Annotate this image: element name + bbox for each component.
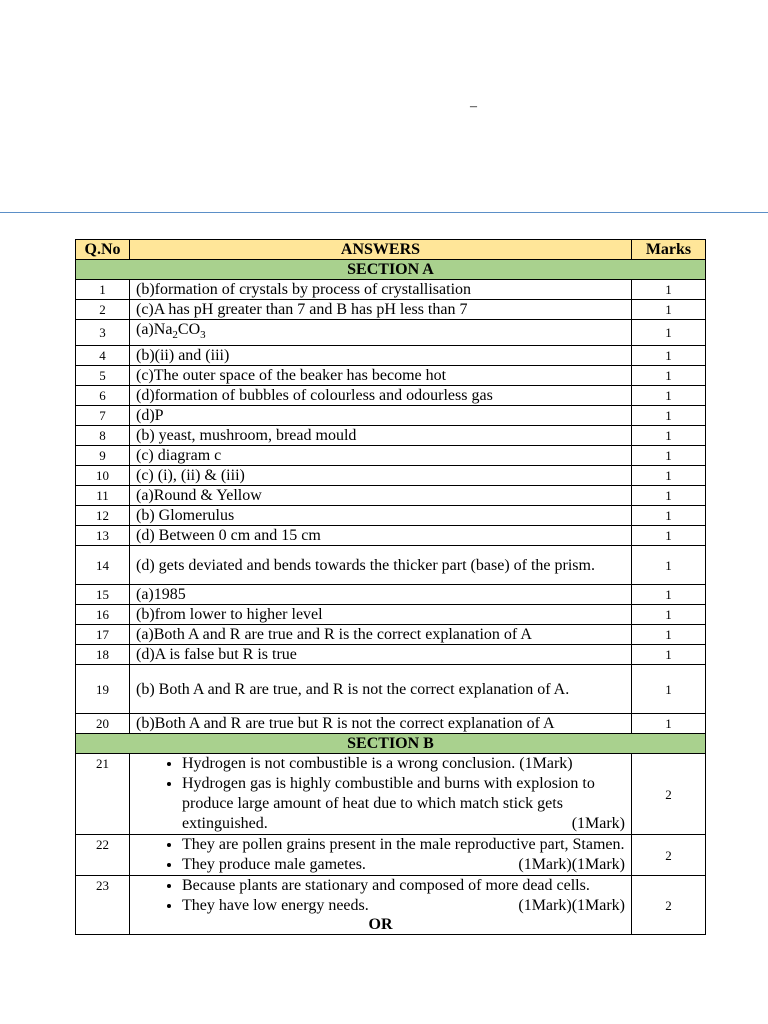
marks-value: 1 <box>632 546 706 585</box>
bullet-mark: (1Mark) <box>518 897 572 915</box>
answer-text <box>130 754 632 835</box>
answer-bullets <box>136 835 625 875</box>
marks-value: 1 <box>632 346 706 366</box>
answer-text: (d) Between 0 cm and 15 cm <box>130 526 632 546</box>
section-a-row <box>76 260 706 280</box>
marks-value: 1 <box>632 386 706 406</box>
marks-value: 1 <box>632 446 706 466</box>
answer-text: (c) diagram c <box>130 446 632 466</box>
answer-text: (a)Round & Yellow <box>130 486 632 506</box>
answer-text <box>130 835 632 876</box>
bullet-text: Hydrogen gas is highly combustible and burns with explosion to produce large amount of heat due to which match stick gets extinguished. <box>182 775 595 833</box>
table-header-row <box>76 240 706 260</box>
marks-value: 1 <box>632 526 706 546</box>
header-answers: ANSWERS <box>130 240 632 260</box>
header-dash: – <box>470 99 477 114</box>
table-row <box>76 754 706 835</box>
formula-part: CO <box>177 321 201 338</box>
answer-text <box>130 876 632 935</box>
question-number: 13 <box>76 526 130 546</box>
marks-value: 1 <box>632 426 706 446</box>
table-row <box>76 714 706 734</box>
marks-value: 1 <box>632 645 706 665</box>
marks-value: 1 <box>632 466 706 486</box>
section-b-row <box>76 734 706 754</box>
answer-text: (c)The outer space of the beaker has become hot <box>130 366 632 386</box>
table-row <box>76 280 706 300</box>
answer-text: (b) yeast, mushroom, bread mould <box>130 426 632 446</box>
header-divider <box>0 212 768 213</box>
table-row <box>76 386 706 406</box>
table-row <box>76 426 706 446</box>
table-row <box>76 346 706 366</box>
bullet-mark: (1Mark) <box>571 856 625 874</box>
marks-value: 1 <box>632 280 706 300</box>
section-a-title: SECTION A <box>76 260 706 280</box>
question-number: 5 <box>76 366 130 386</box>
formula-part: 3 <box>200 329 206 342</box>
or-separator: OR <box>368 916 393 934</box>
answer-text: (b) Both A and R are true, and R is not the correct explanation of A. <box>130 665 632 714</box>
marks-value: 2 <box>632 835 706 876</box>
list-item <box>182 754 625 774</box>
marks-value: 2 <box>632 876 706 935</box>
question-number: 4 <box>76 346 130 366</box>
table-row <box>76 585 706 605</box>
table-row <box>76 645 706 665</box>
bullet-text: Because plants are stationary and composed of more dead cells. <box>182 877 590 895</box>
answer-text: (b)from lower to higher level <box>130 605 632 625</box>
answer-text: (d) gets deviated and bends towards the thicker part (base) of the prism. <box>130 546 632 585</box>
table-row <box>76 665 706 714</box>
answer-text: (b)Both A and R are true but R is not the correct explanation of A <box>130 714 632 734</box>
bullet-text: They have low energy needs. <box>182 897 369 915</box>
table-row <box>76 320 706 346</box>
question-number: 6 <box>76 386 130 406</box>
table-row <box>76 406 706 426</box>
marks-value: 1 <box>632 605 706 625</box>
table-row <box>76 486 706 506</box>
section-b-title: SECTION B <box>76 734 706 754</box>
answer-text: (b)(ii) and (iii) <box>130 346 632 366</box>
formula-part: (a)Na <box>136 321 173 338</box>
bullet-text: They produce male gametes. <box>182 856 366 874</box>
answer-text: (c)A has pH greater than 7 and B has pH less than 7 <box>130 300 632 320</box>
header-qno: Q.No <box>76 240 130 260</box>
list-item <box>182 774 625 834</box>
table-row <box>76 546 706 585</box>
question-number: 15 <box>76 585 130 605</box>
question-number: 1 <box>76 280 130 300</box>
answer-text: (a)1985 <box>130 585 632 605</box>
marks-value: 1 <box>632 486 706 506</box>
table-row <box>76 625 706 645</box>
answer-bullets <box>136 754 625 834</box>
marks-value: 1 <box>632 506 706 526</box>
table-row <box>76 835 706 876</box>
question-number: 21 <box>76 754 130 835</box>
bullet-text: Hydrogen is not combustible is a wrong conclusion. (1Mark) <box>182 755 573 773</box>
marks-value: 1 <box>632 366 706 386</box>
question-number: 11 <box>76 486 130 506</box>
marks-value: 1 <box>632 625 706 645</box>
bullet-mark: (1Mark) <box>571 815 625 833</box>
question-number: 20 <box>76 714 130 734</box>
table-row <box>76 526 706 546</box>
bullet-text: They are pollen grains present in the male reproductive part, Stamen. <box>182 836 625 854</box>
question-number: 10 <box>76 466 130 486</box>
answer-text: (a)Both A and R are true and R is the correct explanation of A <box>130 625 632 645</box>
answer-bullets <box>136 876 625 916</box>
table-row <box>76 876 706 935</box>
answer-text: (b) Glomerulus <box>130 506 632 526</box>
question-number: 3 <box>76 320 130 346</box>
table-row <box>76 366 706 386</box>
marks-value: 2 <box>632 754 706 835</box>
table-row <box>76 506 706 526</box>
marks-value: 1 <box>632 320 706 346</box>
answer-text: (c) (i), (ii) & (iii) <box>130 466 632 486</box>
marks-value: 1 <box>632 714 706 734</box>
table-row <box>76 605 706 625</box>
marks-value: 1 <box>632 300 706 320</box>
answer-text: (b)formation of crystals by process of crystallisation <box>130 280 632 300</box>
answer-text <box>130 320 632 346</box>
question-number: 12 <box>76 506 130 526</box>
question-number: 19 <box>76 665 130 714</box>
answer-text: (d)A is false but R is true <box>130 645 632 665</box>
marks-value: 1 <box>632 585 706 605</box>
list-item <box>182 855 625 875</box>
question-number: 16 <box>76 605 130 625</box>
table-row <box>76 466 706 486</box>
formula-part: 2 <box>172 329 178 342</box>
marks-value: 1 <box>632 406 706 426</box>
answer-text: (d)formation of bubbles of colourless and odourless gas <box>130 386 632 406</box>
marks-value: 1 <box>632 665 706 714</box>
answer-key-table <box>75 239 706 935</box>
question-number: 23 <box>76 876 130 935</box>
table-row <box>76 446 706 466</box>
question-number: 2 <box>76 300 130 320</box>
question-number: 17 <box>76 625 130 645</box>
question-number: 18 <box>76 645 130 665</box>
header-marks: Marks <box>632 240 706 260</box>
question-number: 14 <box>76 546 130 585</box>
question-number: 22 <box>76 835 130 876</box>
question-number: 8 <box>76 426 130 446</box>
answer-text: (d)P <box>130 406 632 426</box>
question-number: 7 <box>76 406 130 426</box>
table-row <box>76 300 706 320</box>
question-number: 9 <box>76 446 130 466</box>
list-item <box>182 896 625 916</box>
bullet-mark: (1Mark) <box>571 897 625 915</box>
bullet-mark: (1Mark) <box>518 856 572 874</box>
